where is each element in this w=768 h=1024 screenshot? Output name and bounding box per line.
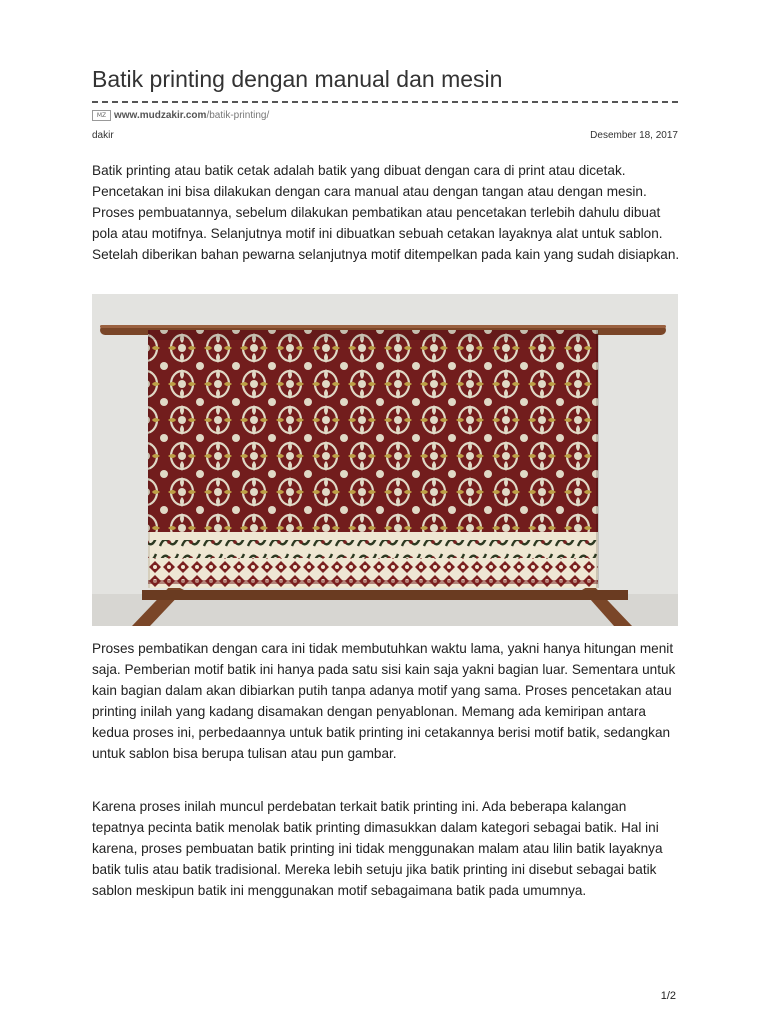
source-domain[interactable]: www.mudzakir.com (114, 110, 207, 121)
paragraph-2: Proses pembatikan dengan cara ini tidak membutuhkan waktu lama, yakni hanya hitungan menit saja. Pemberian motif batik ini hanya pada satu sisi kain saja yakni bagian luar. Sementara untuk kain bagian dalam akan dibiarkan putih tanpa adanya motif yang sama. Proses pencetakan atau printing inilah yang kadang disamakan dengan penyablonan. Memang ada kemiripan antara kedua proses ini, perbedaannya untuk batik printing ini cetakannya berisi motif batik, sedangkan untuk sablon bisa berupa tulisan atau pun gambar. (92, 641, 676, 761)
paragraph-1: Batik printing atau batik cetak adalah batik yang dibuat dengan cara di print atau dicetak. Pencetakan ini bisa dilakukan dengan cara manual atau dengan tangan atau dengan mesin. Proses pembuatannya, sebelum dilakukan pembatikan atau pencetakan terlebih dahulu dibuat pola atau motifnya. Selanjutnya motif ini dibuatkan sebuah cetakan layaknya alat untuk sablon. Setelah diberikan bahan pewarna selanjutnya motif ditempelkan pada kain yang sudah disiapkan. (92, 163, 680, 262)
publish-date: Desember 18, 2017 (590, 130, 678, 141)
article-meta (92, 130, 678, 141)
site-favicon-icon: MZ (92, 110, 111, 121)
source-url[interactable] (92, 110, 269, 121)
page-title: Batik printing dengan manual dan mesin (92, 66, 503, 92)
source-path[interactable]: /batik-printing/ (206, 110, 270, 121)
batik-cloth-photo (92, 294, 678, 626)
page-number: 1/2 (660, 990, 676, 1002)
author: dakir (92, 130, 114, 141)
title-divider (92, 101, 678, 103)
paragraph-3: Karena proses inilah muncul perdebatan terkait batik printing ini. Ada beberapa kalangan tepatnya pecinta batik menolak batik printing dimasukkan dalam kategori sebagai batik. Hal ini karena, proses pembuatan batik printing ini tidak menggunakan malam atau lilin batik layaknya batik tulis atau batik tradisional. Mereka lebih setuju jika batik printing ini disebut sebagai batik sablon meskipun batik ini menggunakan motif sebagaimana batik pada umumnya. (92, 799, 663, 898)
